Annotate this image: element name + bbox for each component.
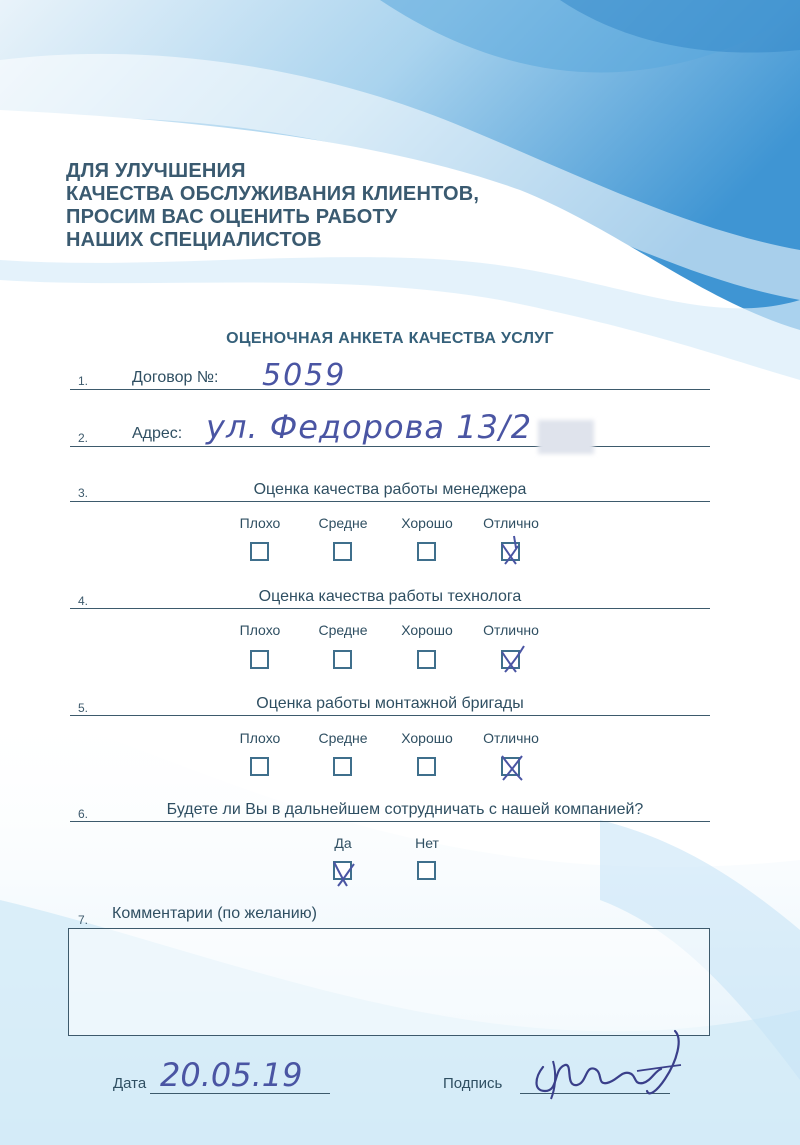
question-number: 3. — [78, 486, 89, 500]
checkbox-installation-bad[interactable] — [250, 757, 269, 776]
contract-number-value[interactable]: 5059 — [262, 358, 347, 393]
installation-team-rating-title: Оценка работы монтажной бригады — [256, 695, 524, 712]
address-value[interactable]: ул. Федорова 13/2 — [206, 408, 533, 446]
option-label-bad: Плохо — [239, 515, 281, 531]
checkbox-manager-average[interactable] — [333, 542, 352, 561]
checkbox-cooperation-no[interactable] — [417, 861, 436, 880]
checkbox-manager-excellent[interactable] — [501, 542, 520, 561]
option-label-bad: Плохо — [239, 730, 281, 746]
checkbox-installation-good[interactable] — [417, 757, 436, 776]
checkbox-cooperation-yes[interactable] — [333, 861, 352, 880]
option-label-good: Хорошо — [401, 622, 453, 638]
header-line: ДЛЯ УЛУЧШЕНИЯ — [66, 160, 246, 182]
date-value[interactable]: 20.05.19 — [160, 1056, 303, 1094]
redacted-area — [538, 420, 594, 454]
option-label-no: Нет — [415, 835, 439, 851]
option-label-average: Средне — [318, 622, 368, 638]
checkbox-technologist-bad[interactable] — [250, 650, 269, 669]
date-label: Дата — [113, 1075, 147, 1092]
header-line: НАШИХ СПЕЦИАЛИСТОВ — [66, 229, 322, 251]
question-number: 5. — [78, 701, 89, 715]
checkbox-technologist-good[interactable] — [417, 650, 436, 669]
checkbox-installation-average[interactable] — [333, 757, 352, 776]
address-underline — [70, 446, 710, 447]
checkbox-manager-good[interactable] — [417, 542, 436, 561]
option-label-yes: Да — [334, 835, 352, 851]
signature-label: Подпись — [443, 1075, 503, 1092]
cooperation-question-title: Будете ли Вы в дальнейшем сотрудничать с нашей компанией? — [166, 801, 644, 818]
option-label-excellent: Отлично — [483, 730, 539, 746]
comments-label: Комментарии (по желанию) — [112, 905, 317, 922]
question-number: 4. — [78, 594, 89, 608]
form-title: ОЦЕНОЧНАЯ АНКЕТА КАЧЕСТВА УСЛУГ — [226, 330, 554, 347]
header-line: ПРОСИМ ВАС ОЦЕНИТЬ РАБОТУ — [66, 206, 398, 228]
page-header — [66, 160, 586, 252]
question-underline — [70, 608, 710, 609]
question-number: 7. — [78, 913, 89, 927]
manager-rating-title: Оценка качества работы менеджера — [253, 481, 527, 498]
header-line: КАЧЕСТВА ОБСЛУЖИВАНИЯ КЛИЕНТОВ, — [66, 183, 480, 205]
option-label-good: Хорошо — [401, 730, 453, 746]
question-number: 2. — [78, 431, 89, 445]
technologist-rating-title: Оценка качества работы технолога — [258, 588, 522, 605]
question-underline — [70, 501, 710, 502]
question-underline — [70, 821, 710, 822]
address-label: Адрес: — [132, 425, 183, 442]
date-underline — [150, 1093, 330, 1094]
comments-textarea[interactable] — [68, 928, 710, 1036]
question-number: 6. — [78, 807, 89, 821]
option-label-excellent: Отлично — [483, 515, 539, 531]
checkbox-technologist-excellent[interactable] — [501, 650, 520, 669]
option-label-average: Средне — [318, 730, 368, 746]
checkbox-manager-bad[interactable] — [250, 542, 269, 561]
handwritten-signature[interactable] — [525, 1025, 695, 1105]
question-underline — [70, 715, 710, 716]
option-label-excellent: Отлично — [483, 622, 539, 638]
option-label-bad: Плохо — [239, 622, 281, 638]
option-label-good: Хорошо — [401, 515, 453, 531]
option-label-average: Средне — [318, 515, 368, 531]
checkbox-technologist-average[interactable] — [333, 650, 352, 669]
contract-label: Договор №: — [132, 369, 219, 386]
question-number: 1. — [78, 374, 89, 388]
checkbox-installation-excellent[interactable] — [501, 757, 520, 776]
contract-underline — [70, 389, 710, 390]
